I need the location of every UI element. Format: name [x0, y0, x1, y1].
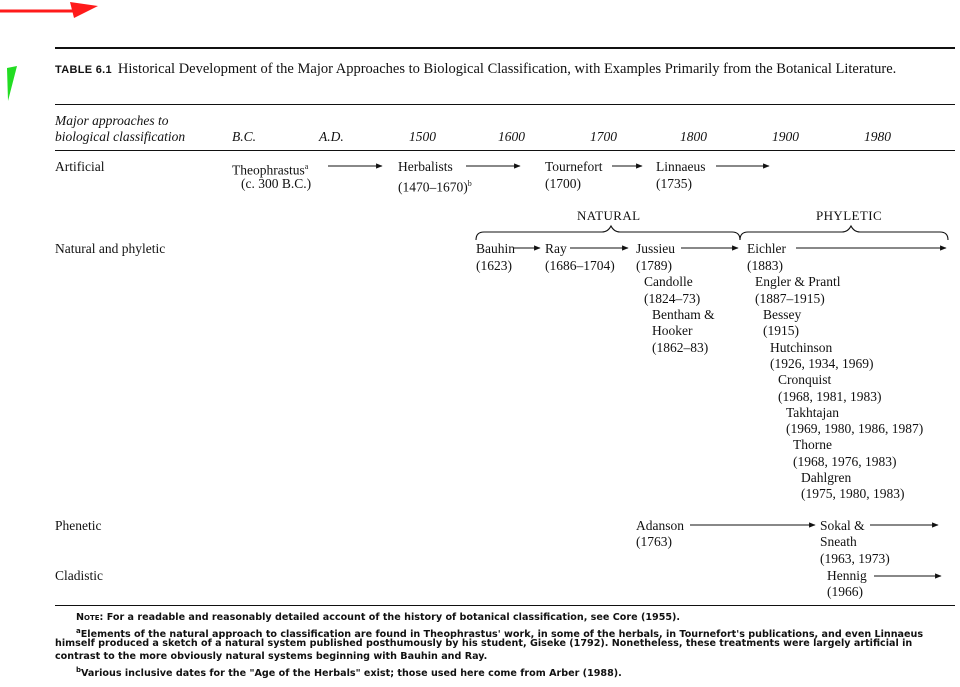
entry-bessey: Bessey [763, 307, 802, 322]
footnote-a-line2: himself produced a sketch of a natural system published posthumously by his student, Giseke (1792). Nonetheless, these treatments were largely artificial in [55, 638, 913, 649]
table-number: TABLE 6.1 [55, 64, 112, 76]
footnote-a: $^a$Elements of the natural approach to classification are found in Theophrastus' work, in some of the herbals, in Tournefort's publications, and even Linnaeus [76, 627, 924, 641]
caption-text: Historical Development of the Major Approaches to Biological Classification, with Examples Primarily from the Botanical Literature. [117, 61, 897, 77]
header-approaches-line1: Major approaches to [55, 113, 169, 128]
entry-bentham-hooker: Bentham & [652, 307, 715, 322]
date-dahlgren: (1975, 1980, 1983) [801, 486, 905, 501]
header-period: 1800 [680, 129, 707, 144]
natural-brace [476, 226, 740, 240]
date-cronquist: (1968, 1981, 1983) [778, 389, 882, 404]
entry-eichler: Eichler [747, 241, 786, 256]
entry-dahlgren: Dahlgren [801, 470, 852, 485]
table-caption [55, 61, 957, 79]
date-adanson: (1763) [636, 534, 672, 549]
header-period: 1600 [498, 129, 525, 144]
entry-theophrastus: Theophrastus$^a$ [232, 162, 309, 178]
date-linnaeus: (1735) [656, 176, 692, 191]
row-label-artificial: Artificial [55, 159, 105, 174]
date-jussieu: (1789) [636, 258, 672, 273]
date-candolle: (1824–73) [644, 291, 701, 306]
green-mark-icon [7, 66, 17, 101]
entry-hutchinson: Hutchinson [770, 340, 833, 355]
date-theophrastus: (c. 300 B.C.) [241, 176, 312, 191]
entry-bauhin: Bauhin [476, 241, 515, 256]
red-arrow-icon [0, 2, 98, 18]
bottom-rule [55, 605, 955, 606]
top-rule [55, 47, 955, 49]
header-period: A.D. [319, 129, 344, 144]
date-tournefort: (1700) [545, 176, 581, 191]
entry-thorne: Thorne [793, 437, 832, 452]
row-label-natural-phyletic: Natural and phyletic [55, 241, 166, 256]
bracket-label-phyletic: PHYLETIC [816, 208, 883, 223]
date-eichler: (1883) [747, 258, 783, 273]
date-bessey: (1915) [763, 323, 799, 338]
date-bentham-hooker: (1862–83) [652, 340, 709, 355]
entry-candolle: Candolle [644, 274, 693, 289]
entry-bentham-hooker-2: Hooker [652, 323, 693, 338]
entry-engler-prantl: Engler & Prantl [755, 274, 841, 289]
entry-takhtajan: Takhtajan [786, 405, 840, 420]
date-hennig: (1966) [827, 584, 863, 599]
date-takhtajan: (1969, 1980, 1986, 1987) [786, 421, 924, 436]
header-period: 1700 [590, 129, 617, 144]
date-engler-prantl: (1887–1915) [755, 291, 825, 306]
entry-cronquist: Cronquist [778, 372, 832, 387]
header-period: 1980 [864, 129, 891, 144]
header-period: 1900 [772, 129, 799, 144]
entry-adanson: Adanson [636, 518, 684, 533]
date-bauhin: (1623) [476, 258, 512, 273]
entry-linnaeus: Linnaeus [656, 159, 706, 174]
row-label-phenetic: Phenetic [55, 518, 102, 533]
date-sokal-sneath: (1963, 1973) [820, 551, 890, 566]
date-ray: (1686–1704) [545, 258, 615, 273]
date-thorne: (1968, 1976, 1983) [793, 454, 897, 469]
header-approaches-line2: biological classification [55, 129, 186, 144]
entry-ray: Ray [545, 241, 567, 256]
caption-rule [55, 104, 955, 105]
date-hutchinson: (1926, 1934, 1969) [770, 356, 874, 371]
header-rule [55, 150, 955, 151]
entry-sokal-sneath: Sokal & [820, 518, 865, 533]
footnote-b: $^b$Various inclusive dates for the "Age of the Herbals" exist; those used here come from Arber (1988). [76, 666, 622, 680]
table-note: Note: For a readable and reasonably detailed account of the history of botanical classification, see Core (1955). [76, 612, 681, 623]
bracket-label-natural: NATURAL [577, 208, 641, 223]
header-period: B.C. [232, 129, 257, 144]
footnote-a-line3: contrast to the more obviously natural systems beginning with Bauhin and Ray. [55, 651, 488, 662]
entry-herbalists: Herbalists [398, 159, 453, 174]
entry-jussieu: Jussieu [636, 241, 676, 256]
row-label-cladistic: Cladistic [55, 568, 103, 583]
entry-hennig: Hennig [827, 568, 867, 583]
entry-tournefort: Tournefort [545, 159, 603, 174]
date-herbalists: (1470–1670)$^b$ [398, 179, 472, 195]
phyletic-brace [740, 226, 948, 240]
header-period: 1500 [409, 129, 436, 144]
entry-sokal-sneath-2: Sneath [820, 534, 857, 549]
